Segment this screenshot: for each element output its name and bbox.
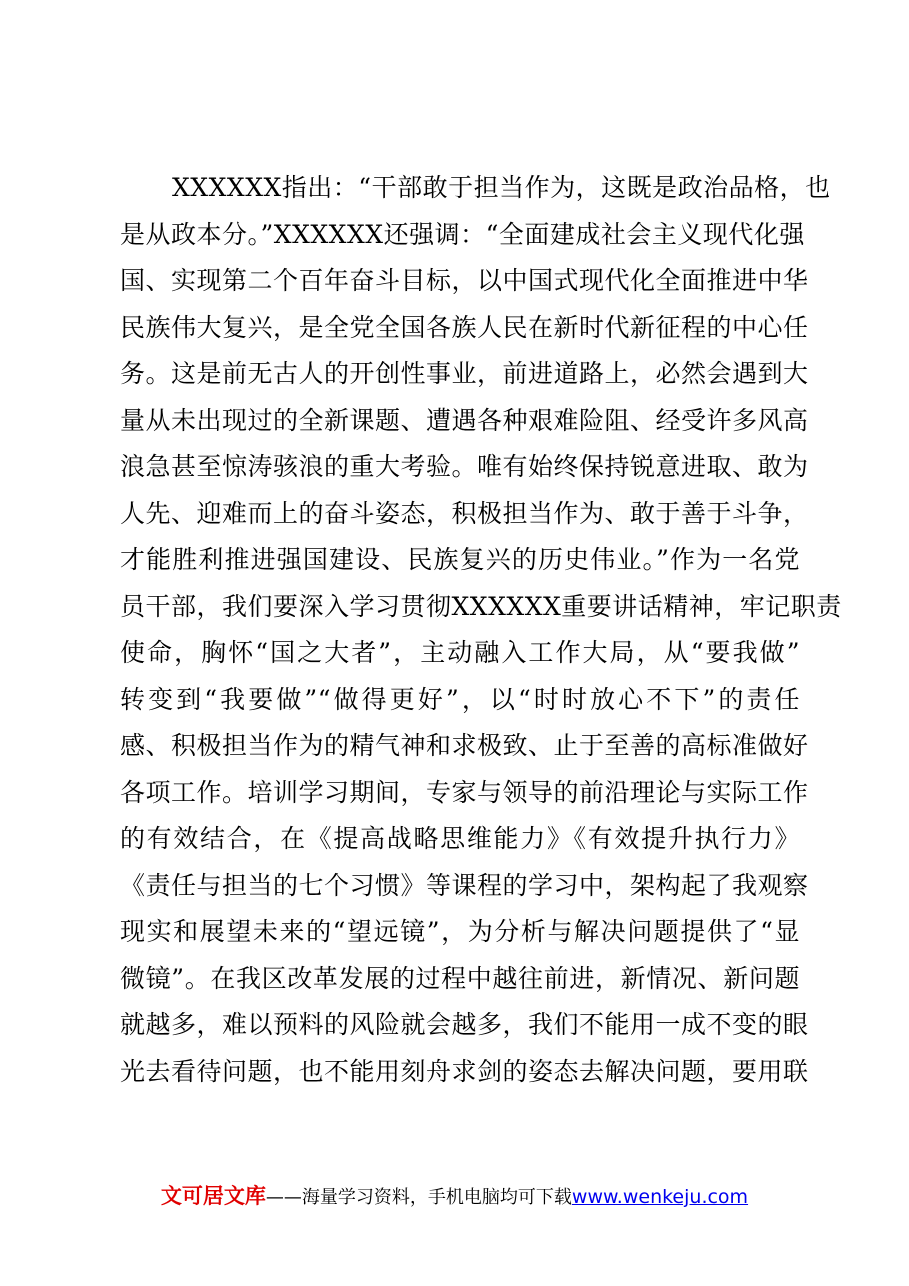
paragraph-line: 光去看待问题，也不能用刻舟求剑的姿态去解决问题，要用联 bbox=[120, 1056, 809, 1086]
paragraph-line: 量从未出现过的全新课题、遭遇各种艰难险阻、经受许多风高 bbox=[120, 405, 809, 435]
paragraph-line: 转变到“我要做”“做得更好”，以“时时放心不下”的责任 bbox=[120, 684, 800, 714]
paragraph-line: 现实和展望未来的“望远镜”，为分析与解决问题提供了“显 bbox=[120, 917, 800, 946]
paragraph-line: 务。这是前无古人的开创性事业，前进道路上，必然会遇到大 bbox=[120, 359, 809, 388]
paragraph-line: 的有效结合，在《提高战略思维能力》《有效提升执行力》 bbox=[120, 824, 800, 853]
footer-slogan: ——海量学习资料，手机电脑均可下载 bbox=[265, 1187, 572, 1208]
footer-link[interactable]: www.wenkeju.com bbox=[571, 1186, 749, 1208]
paragraph-line: 人先、迎难而上的奋斗姿态，积极担当作为、敢于善于斗争， bbox=[120, 498, 809, 528]
paragraph-line: 使命，胸怀“国之大者”，主动融入工作大局，从“要我做” bbox=[120, 638, 800, 667]
paragraph-line: 微镜”。在我区改革发展的过程中越往前进，新情况、新问题 bbox=[120, 963, 800, 993]
paragraph-line: 国、实现第二个百年奋斗目标，以中国式现代化全面推进中华 bbox=[120, 266, 809, 295]
paragraph-line: 是从政本分。”XXXXXX还强调：“全面建成社会主义现代化强 bbox=[120, 219, 805, 249]
paragraph-line: 感、积极担当作为的精气神和求极致、止于至善的高标准做好 bbox=[120, 731, 809, 760]
paragraph-line: 《责任与担当的七个习惯》等课程的学习中，架构起了我观察 bbox=[120, 870, 809, 900]
paragraph-line: 浪急甚至惊涛骇浪的重大考验。唯有始终保持锐意进取、敢为 bbox=[120, 452, 809, 481]
body-paragraph bbox=[120, 165, 842, 1095]
footer-brand: 文可居文库 bbox=[160, 1184, 266, 1208]
footer-banner bbox=[0, 1180, 909, 1210]
paragraph-line: 就越多，难以预料的风险就会越多，我们不能用一成不变的眼 bbox=[120, 1010, 809, 1039]
paragraph-line: 各项工作。培训学习期间，专家与领导的前沿理论与实际工作 bbox=[120, 777, 809, 807]
paragraph-line: 才能胜利推进强国建设、民族复兴的历史伟业。”作为一名党 bbox=[120, 545, 800, 574]
paragraph-line: 民族伟大复兴，是全党全国各族人民在新时代新征程的中心任 bbox=[120, 312, 809, 342]
paragraph-line: XXXXXX指出：“干部敢于担当作为，这既是政治品格，也 bbox=[172, 173, 831, 202]
paragraph-line: 员干部，我们要深入学习贯彻XXXXXX重要讲话精神，牢记职责 bbox=[120, 591, 842, 621]
